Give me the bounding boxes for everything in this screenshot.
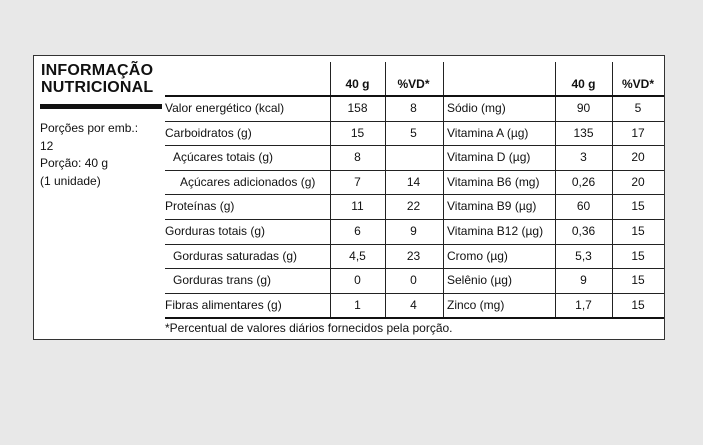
nutrient-amount: 0 [354, 273, 361, 288]
header-dv-right: %VD* [621, 77, 654, 91]
nutrient-name: Açúcares adicionados (g) [180, 174, 316, 189]
nutrient-amount: 3 [580, 150, 587, 165]
row-divider [165, 293, 664, 294]
nutrient-amount: 1,7 [575, 297, 592, 312]
nutrient-dv: 14 [406, 174, 421, 189]
nutrient-amount: 135 [573, 125, 594, 140]
header-amount-left: 40 g [345, 77, 370, 91]
nutrient-name: Fibras alimentares (g) [165, 297, 282, 312]
nutrient-dv: 15 [631, 224, 645, 238]
nutrient-dv: 9 [410, 224, 417, 238]
nutrient-dv: 23 [406, 248, 421, 263]
nutrient-dv: 20 [631, 174, 645, 189]
nutrient-dv: 5 [410, 125, 417, 140]
header-amount-right: 40 g [571, 77, 596, 91]
nutrient-dv: 22 [406, 199, 421, 214]
nutrient-amount: 15 [350, 125, 365, 140]
nutrient-name: Sódio (mg) [447, 101, 506, 115]
header-dv-left: %VD* [397, 77, 430, 91]
nutrient-amount: 7 [354, 174, 361, 189]
nutrition-facts-label [33, 55, 665, 340]
nutrient-amount: 60 [576, 199, 591, 214]
nutrient-amount: 4,5 [349, 248, 366, 263]
nutrient-name: Vitamina B6 (mg) [447, 174, 540, 189]
nutrient-name: Cromo (µg) [447, 248, 508, 263]
nutrient-dv: 5 [634, 101, 642, 115]
header-rule [165, 95, 664, 97]
nutrient-dv: 17 [631, 125, 645, 140]
title-bar [40, 104, 162, 109]
table-bottom-rule [165, 317, 664, 319]
portion-unit: (1 unidade) [40, 173, 101, 188]
row-divider [165, 244, 664, 245]
nutrient-amount: 1 [354, 297, 361, 312]
column-divider [443, 62, 444, 317]
title-line-2: NUTRICIONAL [41, 79, 154, 96]
row-divider [165, 268, 664, 269]
nutrient-amount: 8 [354, 150, 361, 165]
nutrient-name: Vitamina A (µg) [447, 125, 529, 140]
nutrient-amount: 0,36 [571, 224, 596, 238]
nutrient-name: Vitamina B9 (µg) [447, 199, 537, 214]
nutrient-dv: 15 [631, 248, 645, 263]
portion-size: Porção: 40 g [40, 156, 109, 170]
row-divider [165, 145, 664, 146]
footnote: *Percentual de valores diários fornecidos pela porção. [165, 321, 453, 335]
nutrient-amount: 6 [354, 224, 361, 238]
row-divider [165, 219, 664, 220]
nutrient-amount: 5,3 [575, 248, 592, 263]
row-divider [165, 121, 664, 122]
label-title [41, 62, 163, 96]
nutrient-name: Gorduras trans (g) [173, 273, 272, 288]
nutrient-name: Valor energético (kcal) [165, 101, 285, 115]
nutrient-name: Zinco (mg) [447, 297, 505, 312]
title-line-1: INFORMAÇÃO [41, 62, 154, 79]
nutrient-name: Selênio (µg) [447, 273, 512, 288]
nutrient-name: Vitamina B12 (µg) [447, 224, 544, 238]
servings-info [40, 120, 160, 190]
nutrient-amount: 158 [347, 101, 368, 115]
nutrient-name: Vitamina D (µg) [447, 150, 531, 165]
nutrient-name: Gorduras saturadas (g) [173, 248, 298, 263]
nutrient-name: Proteínas (g) [165, 199, 235, 214]
row-divider [165, 194, 664, 195]
row-divider [165, 170, 664, 171]
nutrient-dv: 4 [410, 297, 417, 312]
servings-per-pack-label: Porções por emb.: [40, 121, 139, 135]
nutrient-dv: 15 [631, 297, 645, 312]
nutrient-name: Gorduras totais (g) [165, 224, 266, 238]
nutrient-dv: 8 [410, 101, 417, 115]
nutrient-dv: 20 [631, 150, 645, 165]
nutrient-amount: 0,26 [571, 174, 596, 189]
nutrient-name: Carboidratos (g) [165, 125, 252, 140]
nutrient-amount: 11 [351, 199, 364, 214]
nutrient-dv: 0 [410, 273, 417, 288]
nutrient-amount: 90 [576, 101, 591, 115]
nutrient-amount: 9 [580, 273, 587, 288]
nutrient-dv: 15 [631, 273, 645, 288]
servings-per-pack-value: 12 [40, 138, 54, 153]
nutrient-dv: 15 [631, 199, 645, 214]
nutrient-name: Açúcares totais (g) [173, 150, 274, 165]
